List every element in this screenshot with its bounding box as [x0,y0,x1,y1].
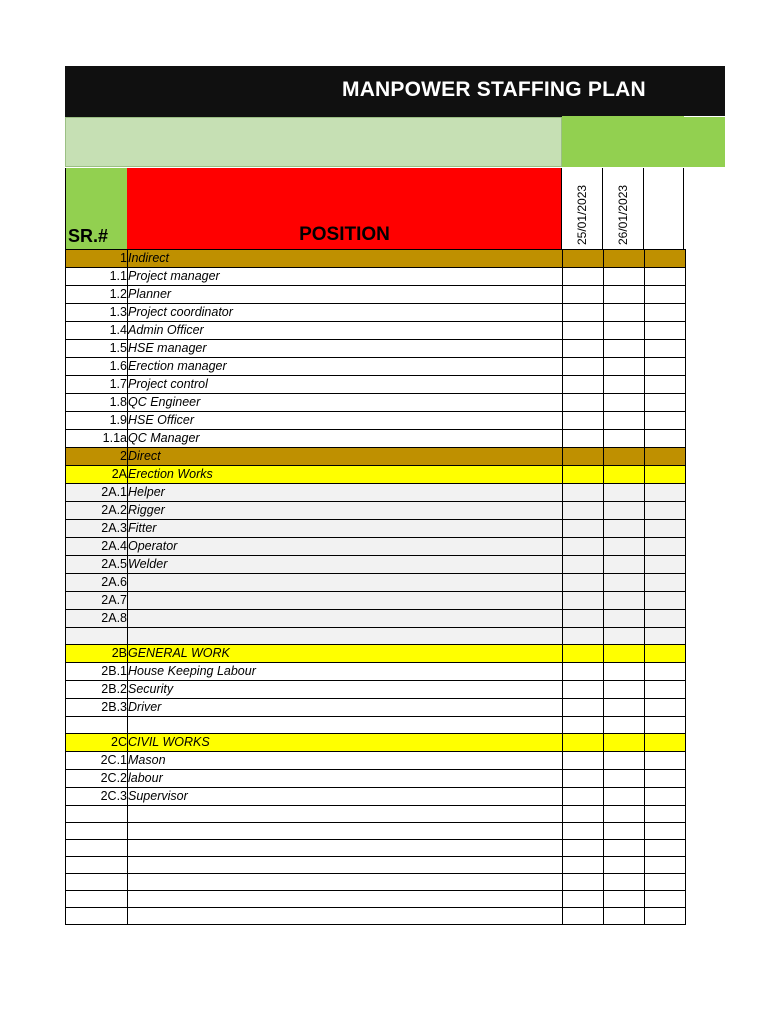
date-header-cell-3[interactable] [643,168,684,249]
table-row [66,340,686,358]
date-cell-3[interactable] [645,823,686,840]
date-cell-2[interactable] [604,908,645,925]
date-cell-3[interactable] [645,574,686,592]
sr-cell[interactable] [66,806,128,823]
position-cell[interactable]: Erection manager [128,358,563,376]
sr-cell[interactable]: 1.2 [66,286,128,304]
position-cell[interactable]: QC Engineer [128,394,563,412]
sr-cell[interactable]: 2A.6 [66,574,128,592]
date-cell-1[interactable] [563,628,604,645]
table-row [66,663,686,681]
date-cell-3[interactable] [645,891,686,908]
date-cell-1[interactable] [563,908,604,925]
date-cell-3[interactable] [645,645,686,663]
sr-cell[interactable]: 2A.7 [66,592,128,610]
date-cell-3[interactable] [645,358,686,376]
table-row [66,520,686,538]
position-cell[interactable] [128,908,563,925]
date-cell-1[interactable] [563,376,604,394]
table-row [66,681,686,699]
title-bar [65,66,725,117]
date-cell-2[interactable] [604,430,645,448]
sr-cell[interactable]: 1.5 [66,340,128,358]
date-cell-1[interactable] [563,304,604,322]
table-row [66,268,686,286]
date-cell-1[interactable] [563,268,604,286]
sr-cell[interactable] [66,891,128,908]
date-cell-3[interactable] [645,268,686,286]
position-cell[interactable]: Mason [128,752,563,770]
date-cell-2[interactable] [604,286,645,304]
table-row [66,286,686,304]
date-cell-2[interactable] [604,322,645,340]
position-cell[interactable] [128,806,563,823]
date-cell-3[interactable] [645,874,686,891]
sr-cell[interactable]: 2C [66,734,128,752]
date-cell-2[interactable] [604,823,645,840]
sr-cell[interactable]: 2B [66,645,128,663]
position-cell[interactable] [128,592,563,610]
position-cell[interactable] [128,628,563,645]
position-cell[interactable]: Supervisor [128,788,563,806]
date-cell-1[interactable] [563,502,604,520]
date-cell-3[interactable] [645,376,686,394]
date-cell-3[interactable] [645,628,686,645]
table-row [66,394,686,412]
position-cell[interactable]: QC Manager [128,430,563,448]
header-band-notch [684,116,725,117]
date-cell-1[interactable] [563,681,604,699]
position-cell[interactable]: Project manager [128,268,563,286]
position-cell[interactable]: Project control [128,376,563,394]
date-cell-1[interactable] [563,891,604,908]
table-row [66,891,686,908]
table-row [66,874,686,891]
date-cell-2[interactable] [604,448,645,466]
date-cell-3[interactable] [645,322,686,340]
sr-cell[interactable]: 2C.1 [66,752,128,770]
date-cell-2[interactable] [604,592,645,610]
sr-cell[interactable]: 1.7 [66,376,128,394]
date-cell-1[interactable] [563,250,604,268]
date-cell-3[interactable] [645,908,686,925]
date-cell-1[interactable] [563,645,604,663]
sr-cell[interactable] [66,874,128,891]
date-header-cell-1[interactable] [561,168,602,249]
sr-cell[interactable]: 2A.5 [66,556,128,574]
table-row [66,857,686,874]
date-cell-1[interactable] [563,823,604,840]
sr-cell[interactable]: 2A.1 [66,484,128,502]
position-cell[interactable] [128,717,563,734]
table-row [66,770,686,788]
date-cell-1[interactable] [563,484,604,502]
date-cell-1[interactable] [563,394,604,412]
position-cell[interactable]: House Keeping Labour [128,663,563,681]
date-cell-1[interactable] [563,574,604,592]
sr-cell[interactable] [66,908,128,925]
table-row [66,752,686,770]
table-row [66,734,686,752]
date-cell-3[interactable] [645,340,686,358]
table-row [66,823,686,840]
date-cell-3[interactable] [645,752,686,770]
table-row [66,908,686,925]
staffing-table [65,249,686,925]
date-cell-1[interactable] [563,752,604,770]
date-cell-2[interactable] [604,610,645,628]
date-cell-2[interactable] [604,520,645,538]
position-cell[interactable]: Project coordinator [128,304,563,322]
date-cell-2[interactable] [604,681,645,699]
date-cell-2[interactable] [604,412,645,430]
table-row [66,304,686,322]
sr-cell[interactable] [66,628,128,645]
date-cell-2[interactable] [604,788,645,806]
position-cell[interactable] [128,891,563,908]
sr-cell[interactable]: 2A.2 [66,502,128,520]
date-cell-2[interactable] [604,891,645,908]
date-cell-3[interactable] [645,430,686,448]
date-cell-2[interactable] [604,699,645,717]
table-row [66,645,686,663]
date-cell-1[interactable] [563,663,604,681]
date-cell-2[interactable] [604,484,645,502]
date-cell-3[interactable] [645,484,686,502]
date-cell-2[interactable] [604,628,645,645]
date-cell-1[interactable] [563,466,604,484]
position-cell[interactable]: Rigger [128,502,563,520]
date-cell-1[interactable] [563,788,604,806]
date-cell-2[interactable] [604,250,645,268]
header-band-green [562,116,725,167]
date-cell-2[interactable] [604,770,645,788]
date-cell-1[interactable] [563,770,604,788]
date-cell-1[interactable] [563,340,604,358]
position-cell[interactable]: Security [128,681,563,699]
sr-cell[interactable]: 1.9 [66,412,128,430]
date-cell-3[interactable] [645,734,686,752]
position-cell[interactable]: Indirect [128,250,563,268]
date-cell-1[interactable] [563,556,604,574]
date-cell-1[interactable] [563,430,604,448]
table-row [66,699,686,717]
sr-cell[interactable]: 2B.3 [66,699,128,717]
table-row [66,358,686,376]
date-cell-2[interactable] [604,734,645,752]
date-cell-1[interactable] [563,322,604,340]
sr-cell[interactable]: 1.1a [66,430,128,448]
date-header-label-1: 25/01/2023 [575,184,589,245]
date-cell-3[interactable] [645,556,686,574]
date-cell-2[interactable] [604,840,645,857]
date-header-cell-2[interactable] [602,168,643,249]
date-cell-3[interactable] [645,788,686,806]
date-cell-2[interactable] [604,806,645,823]
date-cell-3[interactable] [645,394,686,412]
position-cell[interactable]: GENERAL WORK [128,645,563,663]
position-cell[interactable]: Planner [128,286,563,304]
position-cell[interactable] [128,857,563,874]
sr-cell[interactable]: 1.3 [66,304,128,322]
position-cell[interactable]: Operator [128,538,563,556]
table-row [66,556,686,574]
position-cell[interactable]: Admin Officer [128,322,563,340]
date-cell-3[interactable] [645,857,686,874]
date-cell-1[interactable] [563,840,604,857]
table-row [66,376,686,394]
header-right-border [683,168,684,249]
position-header-cell[interactable] [127,168,562,249]
date-cell-1[interactable] [563,520,604,538]
sr-cell[interactable]: 2A.8 [66,610,128,628]
position-header-label: POSITION [299,224,390,245]
sr-cell[interactable]: 1 [66,250,128,268]
date-cell-3[interactable] [645,806,686,823]
table-row [66,502,686,520]
position-cell[interactable]: Helper [128,484,563,502]
table-row [66,788,686,806]
date-cell-3[interactable] [645,770,686,788]
sr-cell[interactable]: 1.1 [66,268,128,286]
date-cell-2[interactable] [604,752,645,770]
date-cell-3[interactable] [645,840,686,857]
sr-cell[interactable]: 2 [66,448,128,466]
date-cell-2[interactable] [604,874,645,891]
date-cell-2[interactable] [604,466,645,484]
date-cell-2[interactable] [604,574,645,592]
date-cell-2[interactable] [604,645,645,663]
sr-cell[interactable] [66,840,128,857]
position-cell[interactable] [128,874,563,891]
date-cell-1[interactable] [563,412,604,430]
position-cell[interactable]: HSE Officer [128,412,563,430]
table-row [66,430,686,448]
sr-cell[interactable]: 1.8 [66,394,128,412]
date-cell-2[interactable] [604,538,645,556]
date-cell-2[interactable] [604,556,645,574]
date-cell-2[interactable] [604,502,645,520]
staffing-table-body [66,250,686,925]
table-row [66,538,686,556]
date-cell-1[interactable] [563,734,604,752]
sr-cell[interactable] [66,823,128,840]
date-cell-3[interactable] [645,538,686,556]
date-cell-1[interactable] [563,286,604,304]
sr-cell[interactable]: 2A.3 [66,520,128,538]
sr-cell[interactable]: 2A.4 [66,538,128,556]
page-title: MANPOWER STAFFING PLAN [342,78,646,101]
date-cell-3[interactable] [645,681,686,699]
position-cell[interactable]: Welder [128,556,563,574]
position-cell[interactable] [128,840,563,857]
date-cell-3[interactable] [645,610,686,628]
sr-cell[interactable]: 2C.3 [66,788,128,806]
date-cell-1[interactable] [563,592,604,610]
table-row [66,412,686,430]
date-cell-2[interactable] [604,268,645,286]
date-cell-3[interactable] [645,699,686,717]
table-row [66,484,686,502]
position-cell[interactable] [128,574,563,592]
date-header-label-2: 26/01/2023 [616,184,630,245]
table-row [66,592,686,610]
date-cell-1[interactable] [563,610,604,628]
position-cell[interactable]: CIVIL WORKS [128,734,563,752]
table-row [66,610,686,628]
date-cell-1[interactable] [563,806,604,823]
date-cell-2[interactable] [604,358,645,376]
header-band-light [65,117,562,167]
date-cell-3[interactable] [645,412,686,430]
sr-cell[interactable]: 2B.2 [66,681,128,699]
table-row [66,806,686,823]
date-cell-1[interactable] [563,874,604,891]
position-cell[interactable]: Erection Works [128,466,563,484]
date-cell-2[interactable] [604,717,645,734]
sr-cell[interactable]: 1.6 [66,358,128,376]
table-row [66,250,686,268]
date-cell-1[interactable] [563,358,604,376]
date-cell-2[interactable] [604,376,645,394]
position-cell[interactable] [128,610,563,628]
sr-cell[interactable]: 2A [66,466,128,484]
date-cell-2[interactable] [604,857,645,874]
date-cell-2[interactable] [604,394,645,412]
date-cell-2[interactable] [604,304,645,322]
date-cell-3[interactable] [645,663,686,681]
date-cell-3[interactable] [645,250,686,268]
position-cell[interactable]: Direct [128,448,563,466]
position-cell[interactable]: Fitter [128,520,563,538]
date-cell-3[interactable] [645,466,686,484]
date-cell-2[interactable] [604,340,645,358]
date-cell-1[interactable] [563,857,604,874]
date-cell-2[interactable] [604,663,645,681]
sr-cell[interactable]: 2B.1 [66,663,128,681]
table-row [66,717,686,734]
position-cell[interactable] [128,823,563,840]
date-cell-1[interactable] [563,448,604,466]
position-cell[interactable]: HSE manager [128,340,563,358]
position-cell[interactable]: labour [128,770,563,788]
date-cell-3[interactable] [645,304,686,322]
table-row [66,628,686,645]
sr-header-label: SR.# [68,226,109,246]
table-row [66,448,686,466]
sr-cell[interactable]: 1.4 [66,322,128,340]
table-row [66,840,686,857]
date-cell-3[interactable] [645,592,686,610]
position-cell[interactable]: Driver [128,699,563,717]
date-cell-3[interactable] [645,448,686,466]
date-cell-3[interactable] [645,502,686,520]
sr-cell[interactable] [66,717,128,734]
date-cell-1[interactable] [563,538,604,556]
sr-cell[interactable]: 2C.2 [66,770,128,788]
date-cell-3[interactable] [645,520,686,538]
date-cell-3[interactable] [645,286,686,304]
table-row [66,322,686,340]
table-row [66,466,686,484]
table-row [66,574,686,592]
sr-header-cell[interactable] [65,168,127,249]
date-cell-3[interactable] [645,717,686,734]
date-cell-1[interactable] [563,699,604,717]
date-cell-1[interactable] [563,717,604,734]
sr-cell[interactable] [66,857,128,874]
